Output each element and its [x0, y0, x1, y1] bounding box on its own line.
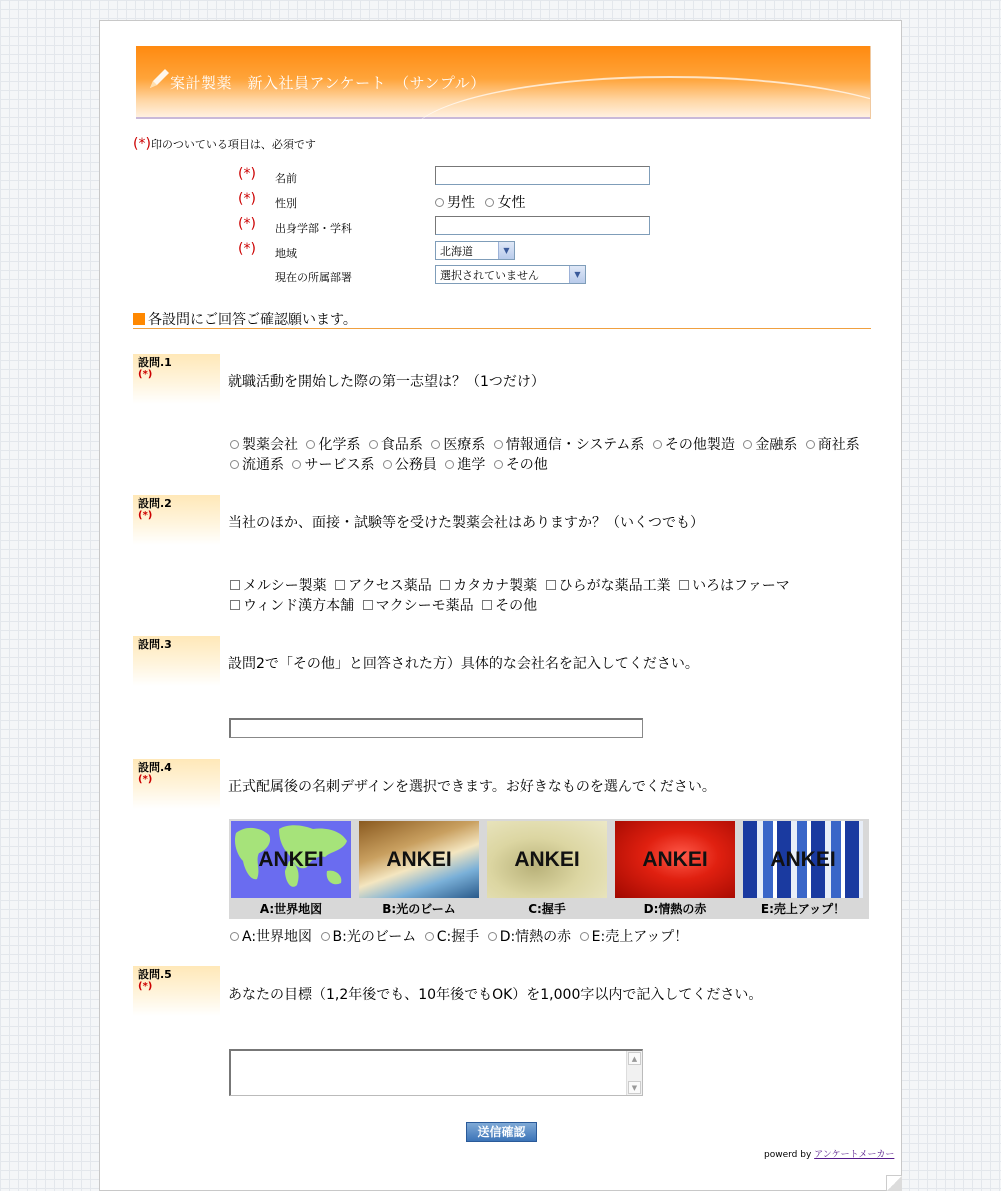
option-label: 食品系 — [380, 437, 423, 453]
option-item[interactable] — [369, 437, 423, 453]
option-label: 製薬会社 — [242, 437, 298, 453]
checkbox[interactable] — [482, 600, 492, 610]
option-item[interactable] — [230, 929, 312, 945]
radio-button[interactable] — [806, 440, 815, 449]
radio-button[interactable] — [580, 932, 589, 941]
option-item[interactable] — [383, 457, 437, 473]
required-mark: (*) — [238, 241, 256, 257]
faculty-row — [100, 216, 800, 238]
card-design-gallery — [229, 819, 869, 919]
question-1-text: 就職活動を開始した際の第一志望は？（1つだけ） — [228, 374, 545, 390]
option-label: アクセス薬品 — [348, 578, 432, 594]
gender-option-male[interactable]: 男性 — [435, 195, 475, 211]
option-label: 金融系 — [755, 437, 798, 453]
checkbox[interactable] — [679, 580, 689, 590]
question-tag-3: 設問.3 — [133, 636, 220, 686]
option-label: ひらがな薬品工業 — [558, 578, 671, 594]
section-heading: 各設問にご回答ご確認願います。 — [133, 309, 871, 329]
card-caption: B:光のビーム — [382, 902, 456, 916]
card-design-c[interactable] — [485, 819, 613, 919]
required-mark: (*) — [238, 166, 256, 182]
world-map-image: ANKEI — [231, 821, 351, 898]
department-select[interactable]: 選択されていません ▼ — [435, 265, 586, 284]
passion-red-image: ANKEI — [615, 821, 735, 898]
name-row — [100, 166, 800, 188]
question-tag-5: 設問.5 (*) — [133, 966, 220, 1016]
other-company-input[interactable] — [229, 718, 643, 738]
option-item[interactable] — [494, 457, 548, 473]
page-fold — [886, 1175, 902, 1191]
option-item[interactable] — [580, 929, 689, 945]
option-item[interactable] — [230, 598, 354, 614]
radio-button[interactable] — [383, 460, 392, 469]
checkbox[interactable] — [230, 580, 240, 590]
option-item[interactable] — [230, 437, 298, 453]
required-note-text: 印のついている項目は、必須です — [150, 138, 316, 151]
sales-up-image: ANKEI — [743, 821, 863, 898]
question-4-text: 正式配属後の名刺デザインを選択できます。お好きなものを選んでください。 — [228, 779, 716, 795]
question-4-options — [230, 927, 870, 947]
option-item[interactable] — [679, 578, 790, 594]
radio-button[interactable] — [488, 932, 497, 941]
option-label: その他製造 — [664, 437, 735, 453]
option-label: ウィンド漢方本舗 — [243, 598, 355, 614]
option-item[interactable] — [335, 578, 432, 594]
chevron-down-icon[interactable]: ▼ — [498, 242, 514, 259]
card-caption: A:世界地図 — [259, 902, 323, 916]
card-design-b[interactable] — [357, 819, 485, 919]
square-bullet-icon — [133, 313, 145, 325]
checkbox[interactable] — [363, 600, 373, 610]
radio-button[interactable] — [369, 440, 378, 449]
region-select[interactable]: 北海道 ▼ — [435, 241, 515, 260]
card-caption: D:情熱の赤 — [643, 902, 707, 916]
light-beam-image: ANKEI — [359, 821, 479, 898]
option-label: 流通系 — [242, 457, 284, 473]
option-label: メルシー製薬 — [243, 578, 327, 594]
option-label: サービス系 — [304, 457, 375, 473]
option-item[interactable] — [653, 437, 735, 453]
radio-button[interactable] — [445, 460, 454, 469]
question-tag-2: 設問.2 (*) — [133, 495, 220, 545]
checkbox[interactable] — [230, 600, 240, 610]
submit-confirm-button[interactable]: 送信確認 — [466, 1122, 537, 1142]
survey-maker-link[interactable]: アンケートメーカー — [814, 1150, 895, 1160]
name-label: 名前 — [275, 172, 297, 185]
department-label: 現在の所属部署 — [275, 271, 352, 284]
survey-paper — [99, 20, 902, 1191]
radio-button[interactable] — [494, 440, 503, 449]
question-tag-4: 設問.4 (*) — [133, 759, 220, 809]
option-label: 商社系 — [817, 437, 860, 453]
checkbox[interactable] — [440, 580, 450, 590]
option-label: カタカナ製薬 — [453, 578, 538, 594]
region-label: 地域 — [275, 247, 297, 260]
question-2-options — [230, 576, 870, 616]
option-item[interactable] — [321, 929, 417, 945]
required-mark: (*) — [138, 369, 153, 380]
required-mark: (*) — [138, 774, 153, 785]
option-label: その他 — [505, 457, 548, 473]
gender-option-female[interactable]: 女性 — [485, 195, 525, 211]
department-row — [100, 265, 800, 287]
region-row — [100, 241, 800, 263]
option-label: B:光のビーム — [332, 929, 417, 945]
option-item[interactable] — [230, 457, 284, 473]
option-item[interactable] — [292, 457, 374, 473]
required-mark: (*) — [133, 136, 151, 152]
required-mark: (*) — [238, 191, 256, 207]
option-label: A:世界地図 — [242, 929, 313, 945]
card-caption: C:握手 — [528, 902, 566, 916]
option-label: マクシーモ薬品 — [375, 598, 474, 614]
radio-button[interactable] — [494, 460, 503, 469]
radio-button[interactable] — [485, 198, 494, 207]
option-item[interactable] — [488, 929, 572, 945]
option-label: C:握手 — [436, 929, 480, 945]
required-mark: (*) — [138, 981, 153, 992]
option-item[interactable] — [230, 578, 327, 594]
question-5-text: あなたの目標（1,2年後でも、10年後でもOK）を1,000字以内で記入してください。 — [228, 987, 763, 1003]
option-label: E:売上アップ！ — [591, 929, 689, 945]
card-design-e[interactable] — [741, 819, 869, 919]
scroll-down-icon[interactable]: ▼ — [628, 1081, 641, 1094]
chevron-down-icon[interactable]: ▼ — [569, 266, 585, 283]
radio-button[interactable] — [425, 932, 434, 941]
page-title: 案計製薬 新入社員アンケート （サンプル） — [170, 74, 486, 92]
pencil-icon — [146, 66, 172, 92]
option-label: 情報通信・システム系 — [505, 437, 645, 453]
gender-row — [100, 191, 800, 213]
radio-button[interactable] — [292, 460, 301, 469]
question-tag-1: 設問.1 (*) — [133, 354, 220, 404]
option-item[interactable] — [431, 437, 485, 453]
option-item[interactable] — [494, 437, 645, 453]
option-label: 進学 — [457, 457, 486, 473]
checkbox[interactable] — [546, 580, 556, 590]
radio-button[interactable] — [306, 440, 315, 449]
question-1-options — [230, 435, 870, 475]
option-label: 医療系 — [443, 437, 486, 453]
option-item[interactable] — [445, 457, 485, 473]
option-item[interactable] — [425, 929, 480, 945]
card-caption: E:売上アップ！ — [760, 902, 846, 916]
gender-label: 性別 — [275, 197, 297, 210]
required-mark: (*) — [138, 510, 153, 521]
handshake-image: ANKEI — [487, 821, 607, 898]
option-label: 公務員 — [394, 457, 437, 473]
radio-button[interactable] — [230, 932, 239, 941]
radio-button[interactable] — [653, 440, 662, 449]
question-3-text: 設問2で「その他」と回答された方）具体的な会社名を記入してください。 — [228, 656, 699, 672]
goal-textarea[interactable] — [229, 1049, 643, 1096]
radio-button[interactable] — [435, 198, 444, 207]
radio-button[interactable] — [321, 932, 330, 941]
option-item[interactable] — [806, 437, 860, 453]
radio-button[interactable] — [431, 440, 440, 449]
card-design-d[interactable] — [613, 819, 741, 919]
option-label: いろはファーマ — [692, 578, 790, 594]
radio-button[interactable] — [743, 440, 752, 449]
option-item[interactable] — [482, 598, 537, 614]
option-item[interactable] — [546, 578, 671, 594]
option-item[interactable] — [440, 578, 537, 594]
option-item[interactable] — [363, 598, 474, 614]
option-label: 化学系 — [318, 437, 361, 453]
required-note — [133, 136, 316, 152]
required-mark: (*) — [238, 216, 256, 232]
faculty-input[interactable] — [435, 216, 650, 235]
scrollbar[interactable] — [626, 1051, 642, 1095]
radio-button[interactable] — [230, 440, 239, 449]
radio-button[interactable] — [230, 460, 239, 469]
powered-by: powerd by アンケートメーカー — [764, 1150, 895, 1160]
checkbox[interactable] — [335, 580, 345, 590]
name-input[interactable] — [435, 166, 650, 185]
question-2-text: 当社のほか、面接・試験等を受けた製薬会社はありますか？（いくつでも） — [228, 515, 704, 531]
survey-header — [136, 46, 871, 119]
header-underline — [136, 117, 870, 119]
option-label: その他 — [495, 598, 538, 614]
option-item[interactable] — [306, 437, 360, 453]
faculty-label: 出身学部・学科 — [275, 222, 352, 235]
card-design-a[interactable] — [229, 819, 357, 919]
option-item[interactable] — [743, 437, 797, 453]
option-label: D:情熱の赤 — [499, 929, 572, 945]
scroll-up-icon[interactable]: ▲ — [628, 1052, 641, 1065]
